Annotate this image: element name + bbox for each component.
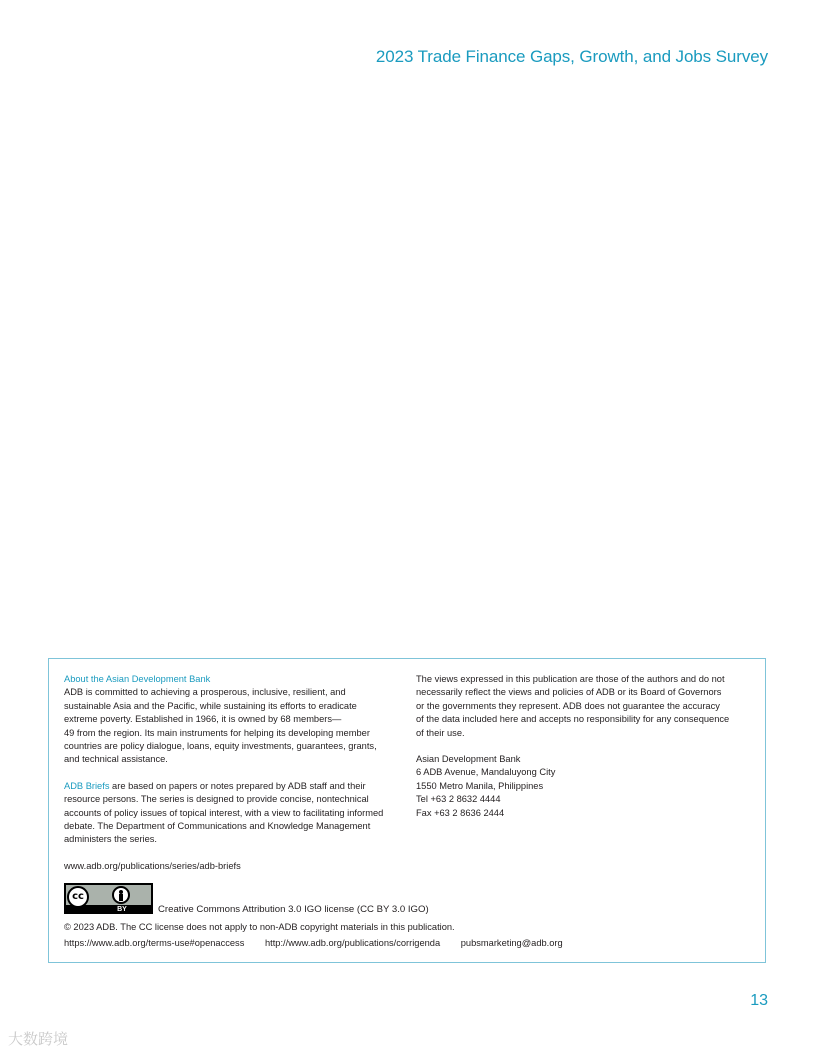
by-label: BY bbox=[117, 906, 127, 913]
cc-icon: cc bbox=[67, 886, 89, 908]
page-header-title: 2023 Trade Finance Gaps, Growth, and Jobs Survey bbox=[375, 47, 768, 66]
address-line: 1550 Metro Manila, Philippines bbox=[416, 780, 544, 791]
briefs-line: debate. The Department of Communications and Knowledge Management bbox=[64, 821, 371, 832]
disclaimer-line: of the data included here and accepts no responsibility for any consequence bbox=[416, 714, 730, 725]
briefs-line: administers the series. bbox=[64, 834, 158, 845]
email-link[interactable]: pubsmarketing@adb.org bbox=[460, 938, 563, 948]
attribution-person-icon bbox=[112, 886, 130, 904]
watermark-logo: 大数跨境 bbox=[8, 1030, 69, 1048]
links-row bbox=[64, 938, 581, 948]
adb-briefs-link[interactable]: ADB Briefs bbox=[64, 780, 110, 791]
address-line: Asian Development Bank bbox=[416, 754, 521, 765]
copyright-notice: © 2023 ADB. The CC license does not apply to non-ADB copyright materials in this publication. bbox=[64, 922, 455, 932]
address-line: Fax +63 2 8636 2444 bbox=[416, 807, 505, 818]
disclaimer-line: or the governments they represent. ADB does not guarantee the accuracy bbox=[416, 700, 720, 711]
address-line: 6 ADB Avenue, Mandaluyong City bbox=[416, 767, 556, 778]
left-column bbox=[64, 673, 406, 873]
about-heading: About the Asian Development Bank bbox=[64, 674, 211, 684]
disclaimer-line: The views expressed in this publication are those of the authors and do not bbox=[416, 674, 725, 684]
disclaimer-line: necessarily reflect the views and policies of ADB or its Board of Governors bbox=[416, 687, 722, 698]
about-line: countries are policy dialogue, loans, equity investments, guarantees, grants, bbox=[64, 741, 377, 752]
address-line: Tel +63 2 8632 4444 bbox=[416, 794, 501, 805]
about-line: extreme poverty. Established in 1966, it is owned by 68 members— bbox=[64, 714, 342, 725]
briefs-line-rest: are based on papers or notes prepared by ADB staff and their bbox=[109, 780, 366, 791]
about-line: 49 from the region. Its main instruments for helping its developing member bbox=[64, 727, 370, 738]
right-column bbox=[416, 673, 756, 820]
about-line: ADB is committed to achieving a prosperous, inclusive, resilient, and bbox=[64, 687, 346, 698]
briefs-line: accounts of policy issues of topical interest, with a view to facilitating informed bbox=[64, 807, 384, 818]
briefs-line: resource persons. The series is designed to provide concise, nontechnical bbox=[64, 794, 369, 805]
disclaimer-line: of their use. bbox=[416, 727, 465, 738]
corrigenda-link[interactable]: http://www.adb.org/publications/corrigenda bbox=[264, 938, 441, 948]
page-number: 13 bbox=[750, 992, 768, 1009]
briefs-url[interactable]: www.adb.org/publications/series/adb-briefs bbox=[64, 860, 241, 871]
terms-link[interactable]: https://www.adb.org/terms-use#openaccess bbox=[64, 938, 245, 948]
back-matter-box bbox=[48, 658, 766, 963]
cc-by-badge-icon[interactable] bbox=[64, 883, 153, 914]
briefs-first-line bbox=[64, 780, 406, 793]
about-line: and technical assistance. bbox=[64, 754, 168, 765]
about-line: sustainable Asia and the Pacific, while sustaining its efforts to eradicate bbox=[64, 700, 357, 711]
license-row bbox=[64, 883, 754, 917]
license-text: Creative Commons Attribution 3.0 IGO license (CC BY 3.0 IGO) bbox=[158, 904, 429, 915]
